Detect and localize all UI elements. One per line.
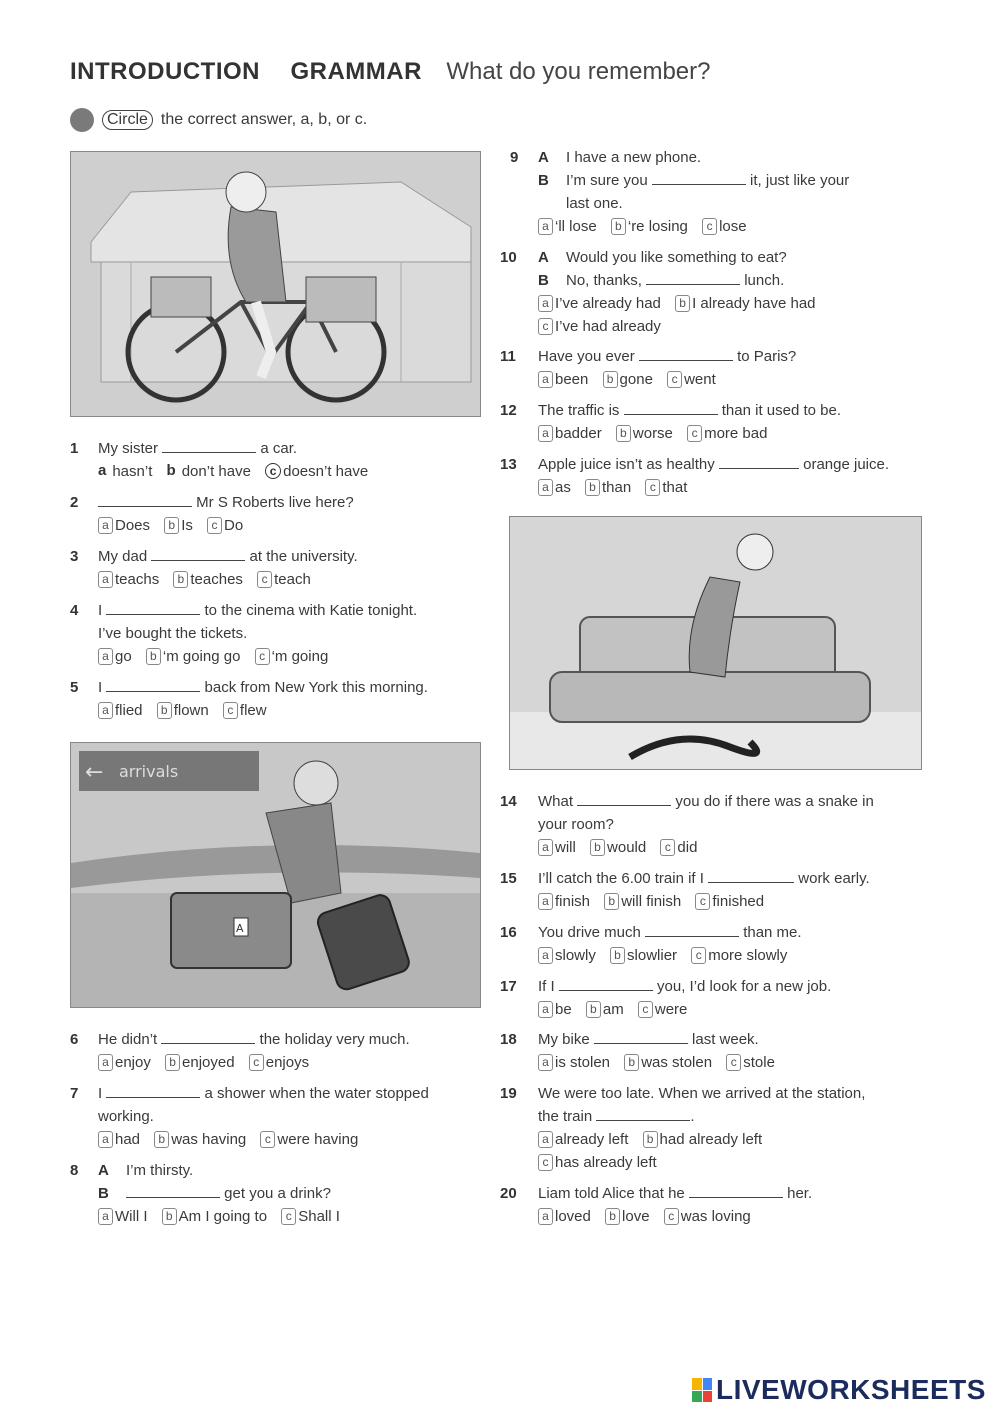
- question-number: 13: [500, 456, 517, 473]
- question-6: [70, 1028, 410, 1074]
- option-c[interactable]: c flew: [223, 702, 267, 719]
- instruction: [70, 108, 367, 132]
- question-10: [500, 246, 826, 338]
- question-4: [70, 599, 417, 668]
- option-a[interactable]: a badder: [538, 425, 602, 442]
- question-text: I: [98, 1085, 103, 1102]
- option-a[interactable]: a slowly: [538, 947, 596, 964]
- question-number: 1: [70, 440, 79, 457]
- question-number: 2: [70, 494, 79, 511]
- option-c[interactable]: c were: [638, 1001, 688, 1018]
- question-2: [70, 491, 354, 537]
- liveworksheets-logo[interactable]: [692, 1374, 986, 1406]
- question-text: orange juice.: [803, 456, 890, 473]
- arrivals-sign-text: arrivals: [119, 762, 179, 781]
- question-11: [500, 345, 796, 391]
- question-text: No, thanks,: [566, 272, 642, 289]
- answer-blank[interactable]: [106, 677, 200, 692]
- option-c[interactable]: c that: [645, 479, 687, 496]
- option-c[interactable]: c did: [660, 839, 697, 856]
- question-number: 11: [500, 348, 516, 365]
- question-7: [70, 1082, 429, 1151]
- option-a[interactable]: a been: [538, 371, 588, 388]
- question-20: [500, 1182, 812, 1228]
- option-b[interactable]: b I already have had: [675, 295, 815, 312]
- answer-blank[interactable]: [624, 400, 718, 415]
- instruction-text: the correct answer, a, b, or c.: [160, 111, 368, 128]
- answer-blank[interactable]: [106, 1083, 200, 1098]
- question-text: I: [98, 602, 103, 619]
- option-c[interactable]: c lose: [702, 218, 747, 235]
- answer-blank[interactable]: [162, 438, 256, 453]
- arrow-left-icon: ←: [85, 760, 104, 785]
- question-number: 12: [500, 402, 517, 419]
- option-a[interactable]: a be: [538, 1001, 572, 1018]
- question-text: work early.: [798, 870, 870, 887]
- question-number: 3: [70, 548, 79, 565]
- option-b[interactable]: b don’t have: [166, 462, 251, 480]
- question-number: 8: [70, 1162, 79, 1179]
- speaker-b: B: [98, 1185, 109, 1202]
- liveworksheets-logo-icon: [692, 1378, 712, 1402]
- option-a[interactable]: a Will I: [98, 1208, 148, 1225]
- question-16: [500, 921, 802, 967]
- question-text: get you a drink?: [224, 1185, 331, 1202]
- header-subtitle: What do you remember?: [446, 58, 711, 85]
- answer-blank[interactable]: [645, 922, 739, 937]
- speaker-a: A: [538, 149, 549, 166]
- question-text: you, I’d look for a new job.: [657, 978, 832, 995]
- question-text: last week.: [692, 1031, 759, 1048]
- question-3: [70, 545, 358, 591]
- question-number: 5: [70, 679, 79, 696]
- page-header: [70, 58, 711, 86]
- question-15: [500, 867, 870, 913]
- illustration-cyclist: [70, 151, 481, 417]
- answer-blank[interactable]: [559, 976, 653, 991]
- question-text: a shower when the water stopped: [204, 1085, 429, 1102]
- question-number: 9: [510, 149, 519, 166]
- question-text: to the cinema with Katie tonight.: [204, 602, 418, 619]
- option-b[interactable]: b had already left: [643, 1131, 763, 1148]
- option-c[interactable]: c Do: [207, 517, 243, 534]
- option-c-selected[interactable]: c doesn’t have: [265, 463, 368, 480]
- question-text: My sister: [98, 440, 158, 457]
- instruction-circle-word: Circle: [102, 110, 153, 130]
- speaker-a: A: [98, 1162, 109, 1179]
- option-c[interactable]: c more slowly: [691, 947, 787, 964]
- answer-blank[interactable]: [639, 346, 733, 361]
- question-text: than me.: [743, 924, 802, 941]
- answer-blank[interactable]: [151, 546, 245, 561]
- option-c[interactable]: c ‘m going: [255, 648, 329, 665]
- question-text: I’ve bought the tickets.: [98, 625, 248, 642]
- option-a[interactable]: a as: [538, 479, 571, 496]
- option-a[interactable]: a teachs: [98, 571, 159, 588]
- option-c[interactable]: c stole: [726, 1054, 775, 1071]
- question-number: 17: [500, 978, 517, 995]
- option-a[interactable]: a enjoy: [98, 1054, 151, 1071]
- option-b[interactable]: b ‘m going go: [146, 648, 241, 665]
- question-text: I’ll catch the 6.00 train if I: [538, 870, 704, 887]
- option-c[interactable]: c teach: [257, 571, 311, 588]
- question-number: 15: [500, 870, 517, 887]
- header-title-grammar: GRAMMAR: [290, 58, 422, 85]
- option-a[interactable]: a finish: [538, 893, 590, 910]
- question-text: Apple juice isn’t as healthy: [538, 456, 715, 473]
- question-number: 10: [500, 249, 517, 266]
- answer-blank[interactable]: [126, 1183, 220, 1198]
- speaker-a: A: [538, 249, 549, 266]
- question-text: than it used to be.: [721, 402, 842, 419]
- option-b[interactable]: b would: [590, 839, 646, 856]
- question-text: I’m sure you: [566, 172, 648, 189]
- answer-blank[interactable]: [106, 600, 200, 615]
- question-5: [70, 676, 428, 722]
- question-text: Mr S Roberts live here?: [196, 494, 354, 511]
- question-number: 19: [500, 1085, 517, 1102]
- question-text: her.: [787, 1185, 813, 1202]
- option-a[interactable]: a is stolen: [538, 1054, 610, 1071]
- option-a[interactable]: a I’ve already had: [538, 295, 661, 312]
- answer-blank[interactable]: [577, 791, 671, 806]
- bullet-icon: [70, 108, 94, 132]
- question-text: He didn’t: [98, 1031, 158, 1048]
- illustration-snake: [509, 516, 922, 770]
- option-b[interactable]: b was having: [154, 1131, 246, 1148]
- question-text: We were too late. When we arrived at the station,: [538, 1085, 866, 1102]
- question-1: [70, 437, 378, 483]
- question-text: What: [538, 793, 574, 810]
- question-text: a car.: [260, 440, 298, 457]
- question-17: [500, 975, 831, 1021]
- option-a[interactable]: a hasn’t: [98, 462, 153, 480]
- answer-blank[interactable]: [652, 170, 746, 185]
- question-text: the holiday very much.: [259, 1031, 410, 1048]
- question-14: [500, 790, 874, 859]
- answer-blank[interactable]: [708, 868, 794, 883]
- question-text: I: [98, 679, 103, 696]
- option-c[interactable]: c went: [667, 371, 716, 388]
- option-a[interactable]: a will: [538, 839, 576, 856]
- answer-blank[interactable]: [689, 1183, 783, 1198]
- header-title-introduction: INTRODUCTION: [70, 58, 260, 85]
- illustration-traveller: [70, 742, 481, 1008]
- speaker-b: B: [538, 172, 549, 189]
- option-b[interactable]: b am: [586, 1001, 624, 1018]
- option-b[interactable]: b love: [605, 1208, 650, 1225]
- question-text: to Paris?: [737, 348, 797, 365]
- question-text: Have you ever: [538, 348, 635, 365]
- question-8: [70, 1159, 350, 1228]
- option-c[interactable]: c I’ve had already: [538, 318, 661, 335]
- option-b[interactable]: b ‘re losing: [611, 218, 688, 235]
- question-text: I have a new phone.: [566, 149, 702, 166]
- question-9: [510, 146, 849, 238]
- option-b[interactable]: b enjoyed: [165, 1054, 235, 1071]
- option-a[interactable]: a flied: [98, 702, 143, 719]
- question-number: 16: [500, 924, 517, 941]
- option-c[interactable]: c more bad: [687, 425, 767, 442]
- question-text: I’m thirsty.: [126, 1162, 194, 1179]
- answer-blank[interactable]: [719, 454, 799, 469]
- question-text: it, just like your: [750, 172, 850, 189]
- question-12: [500, 399, 841, 445]
- option-b[interactable]: b teaches: [173, 571, 243, 588]
- question-13: [500, 453, 889, 499]
- option-b[interactable]: b Am I going to: [162, 1208, 267, 1225]
- option-a[interactable]: a go: [98, 648, 132, 665]
- question-text: You drive much: [538, 924, 641, 941]
- question-number: 7: [70, 1085, 79, 1102]
- option-b[interactable]: b than: [585, 479, 631, 496]
- option-c[interactable]: c finished: [695, 893, 764, 910]
- luggage-tag-text: A: [236, 922, 244, 935]
- question-text: your room?: [538, 816, 614, 833]
- option-c[interactable]: c Shall I: [281, 1208, 340, 1225]
- option-b[interactable]: b was stolen: [624, 1054, 712, 1071]
- question-text: back from New York this morning.: [204, 679, 428, 696]
- question-19: [500, 1082, 865, 1174]
- option-b[interactable]: b will finish: [604, 893, 681, 910]
- answer-blank[interactable]: [594, 1029, 688, 1044]
- question-text: you do if there was a snake in: [675, 793, 874, 810]
- question-number: 18: [500, 1031, 517, 1048]
- option-a[interactable]: a loved: [538, 1208, 591, 1225]
- question-number: 6: [70, 1031, 79, 1048]
- option-a[interactable]: a Does: [98, 517, 150, 534]
- speaker-b: B: [538, 272, 549, 289]
- question-text: My bike: [538, 1031, 590, 1048]
- option-c[interactable]: c was loving: [664, 1208, 751, 1225]
- question-text: at the university.: [249, 548, 358, 565]
- option-b[interactable]: b gone: [603, 371, 653, 388]
- question-text: working.: [98, 1108, 154, 1125]
- option-b[interactable]: b worse: [616, 425, 673, 442]
- question-text: The traffic is: [538, 402, 620, 419]
- option-a[interactable]: a had: [98, 1131, 140, 1148]
- question-text: lunch.: [744, 272, 785, 289]
- option-a[interactable]: a already left: [538, 1131, 628, 1148]
- question-text: .: [690, 1108, 695, 1125]
- answer-blank[interactable]: [646, 270, 740, 285]
- question-text: Liam told Alice that he: [538, 1185, 685, 1202]
- question-text: Would you like something to eat?: [566, 249, 787, 266]
- brand-name: LIVEWORKSHEETS: [716, 1374, 986, 1405]
- answer-blank[interactable]: [596, 1106, 690, 1121]
- answer-blank[interactable]: [161, 1029, 255, 1044]
- question-number: 4: [70, 602, 79, 619]
- answer-blank[interactable]: [98, 492, 192, 507]
- question-text: the train: [538, 1108, 593, 1125]
- option-c[interactable]: c has already left: [538, 1154, 657, 1171]
- question-text: My dad: [98, 548, 148, 565]
- question-number: 14: [500, 793, 517, 810]
- option-b[interactable]: b flown: [157, 702, 209, 719]
- option-b[interactable]: b slowlier: [610, 947, 677, 964]
- question-text: last one.: [566, 195, 623, 212]
- option-c[interactable]: c enjoys: [249, 1054, 309, 1071]
- option-b[interactable]: b Is: [164, 517, 193, 534]
- question-18: [500, 1028, 785, 1074]
- option-a[interactable]: a ‘ll lose: [538, 218, 597, 235]
- option-c[interactable]: c were having: [260, 1131, 358, 1148]
- question-text: If I: [538, 978, 555, 995]
- question-number: 20: [500, 1185, 517, 1202]
